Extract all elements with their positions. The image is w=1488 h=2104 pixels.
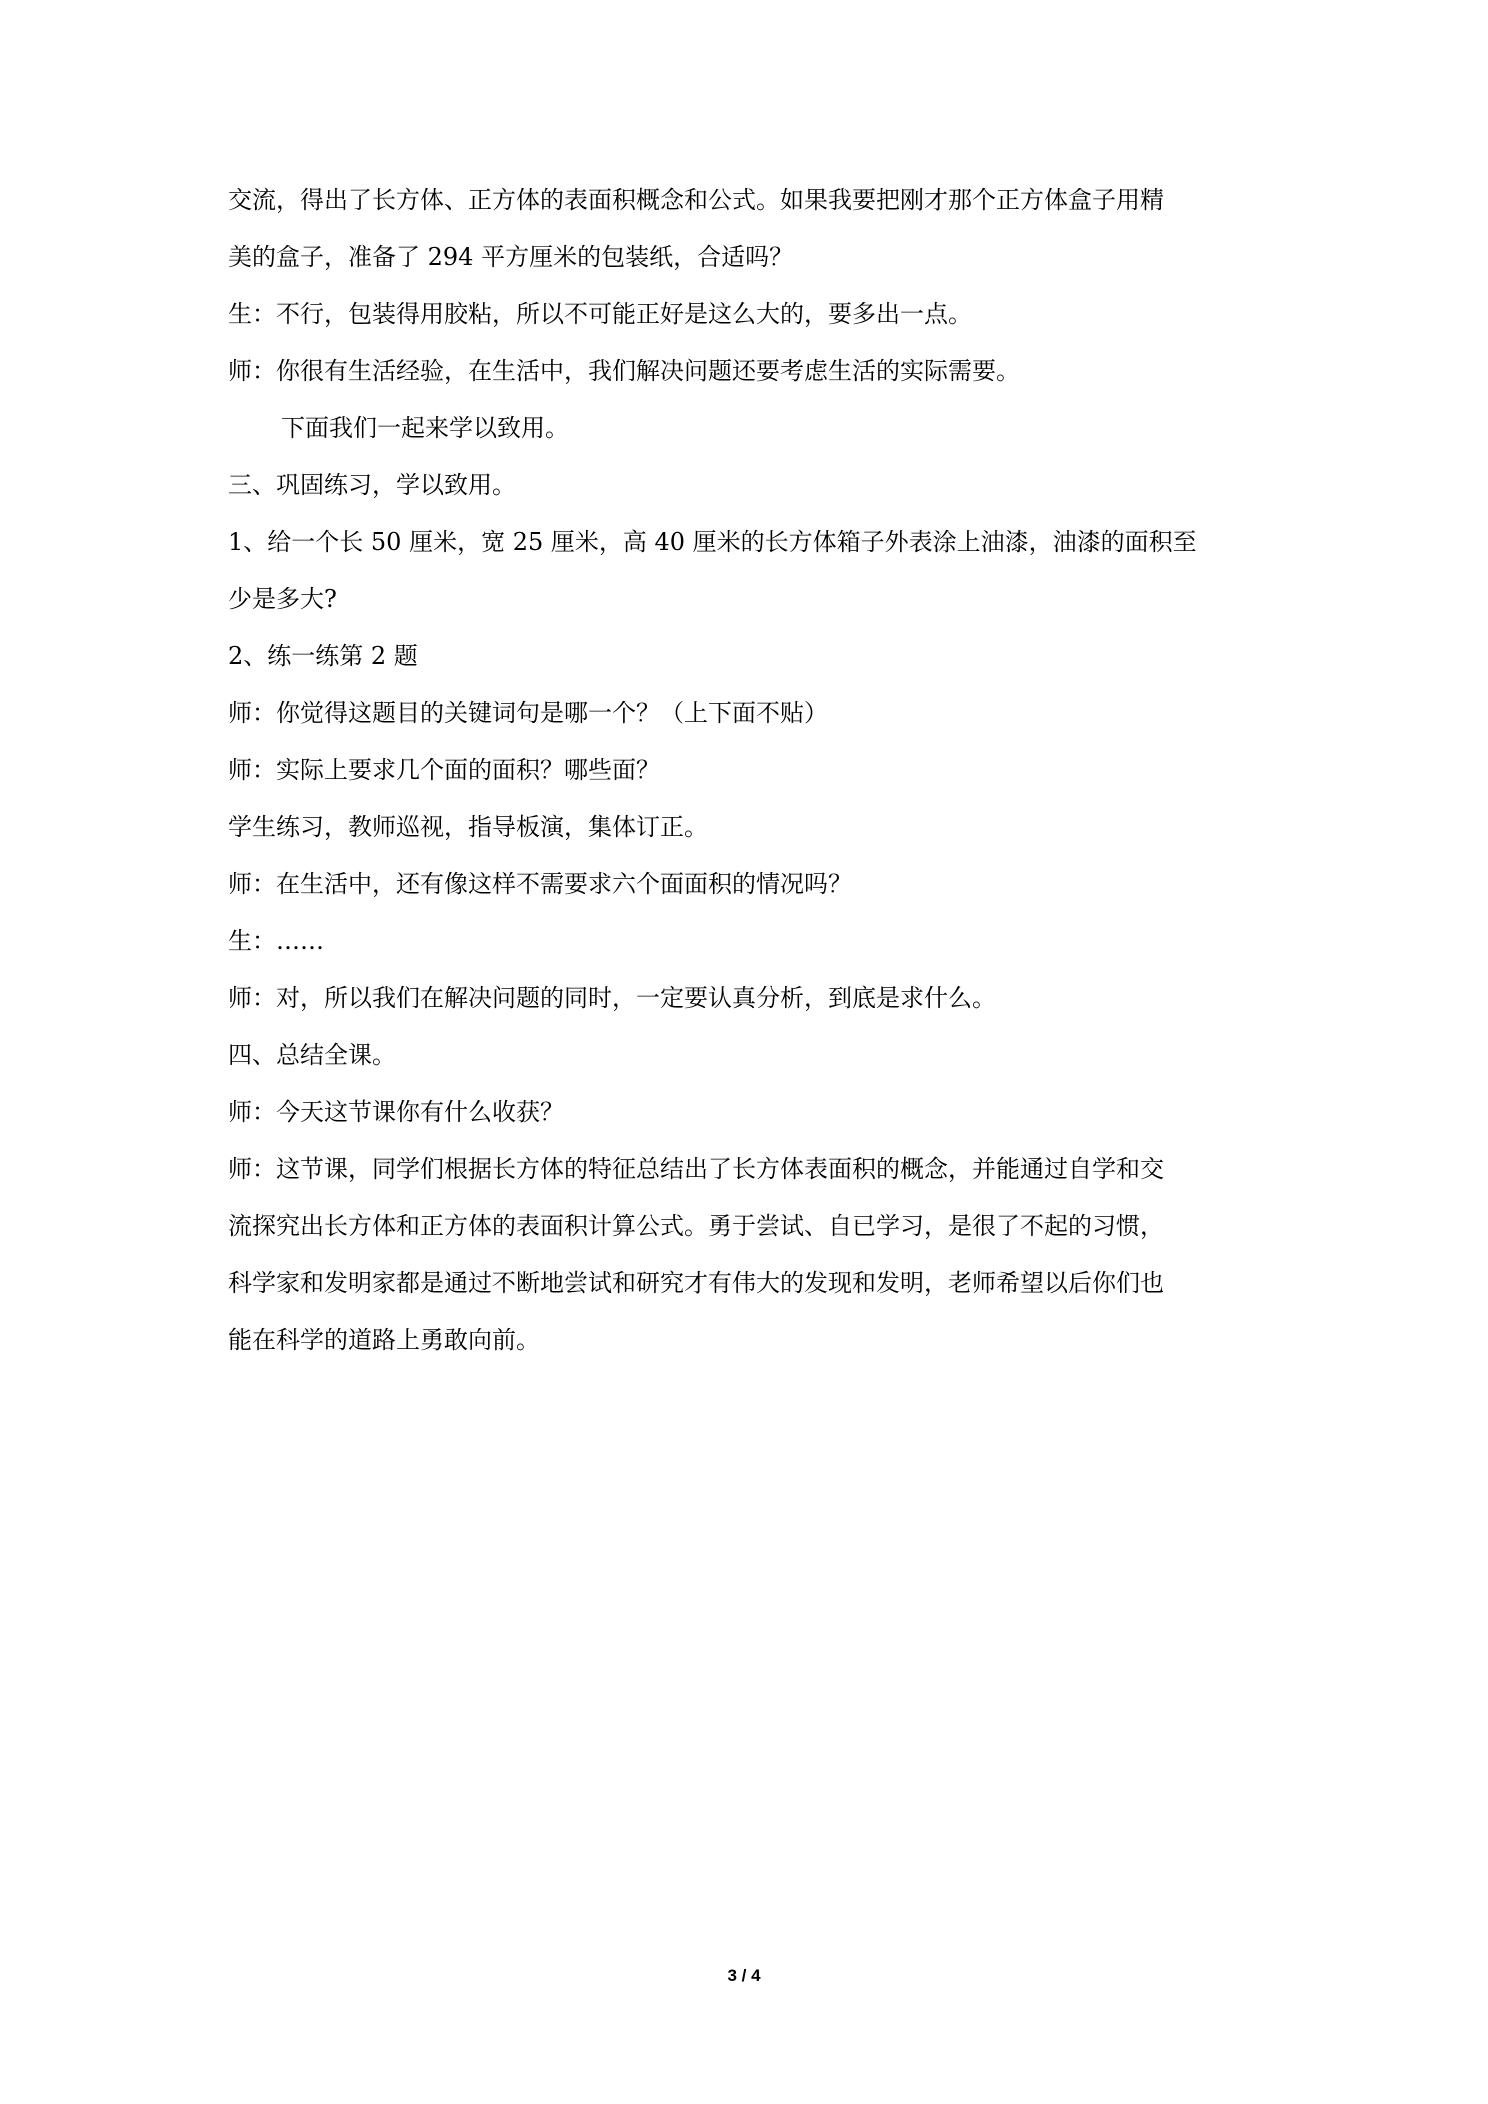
dialogue-line-student: 生：…… bbox=[228, 927, 324, 955]
dialogue-line-student: 生：不行，包装得用胶粘，所以不可能正好是这么大的，要多出一点。 bbox=[228, 300, 972, 328]
dialogue-line-teacher: 师：你很有生活经验，在生活中，我们解决问题还要考虑生活的实际需要。 bbox=[228, 357, 1020, 385]
paragraph-line: 学生练习，教师巡视，指导板演，集体订正。 bbox=[228, 813, 708, 841]
paragraph-line-indented: 下面我们一起来学以致用。 bbox=[281, 414, 569, 442]
section-heading: 三、巩固练习，学以致用。 bbox=[228, 471, 516, 499]
section-heading: 四、总结全课。 bbox=[228, 1041, 396, 1069]
paragraph-line: 交流，得出了长方体、正方体的表面积概念和公式。如果我要把刚才那个正方体盒子用精 bbox=[228, 186, 1164, 214]
dialogue-line-teacher: 师：实际上要求几个面的面积？哪些面？ bbox=[228, 756, 660, 784]
dialogue-line-teacher: 师：对，所以我们在解决问题的同时，一定要认真分析，到底是求什么。 bbox=[228, 984, 996, 1012]
paragraph-line: 科学家和发明家都是通过不断地尝试和研究才有伟大的发现和发明，老师希望以后你们也 bbox=[228, 1269, 1164, 1297]
page-number: 3 / 4 bbox=[727, 1966, 761, 1985]
dialogue-line-teacher: 师：你觉得这题目的关键词句是哪一个？（上下面不贴） bbox=[228, 699, 828, 727]
paragraph-line: 流探究出长方体和正方体的表面积计算公式。勇于尝试、自已学习，是很了不起的习惯， bbox=[228, 1212, 1164, 1240]
dialogue-line-teacher: 师：今天这节课你有什么收获？ bbox=[228, 1098, 564, 1126]
dialogue-line-teacher: 师：这节课，同学们根据长方体的特征总结出了长方体表面积的概念，并能通过自学和交 bbox=[228, 1155, 1164, 1183]
exercise-item: 1、给一个长 50 厘米，宽 25 厘米，高 40 厘米的长方体箱子外表涂上油漆，油漆的面积至 bbox=[228, 528, 1197, 556]
exercise-item: 2、练一练第 2 题 bbox=[228, 642, 418, 670]
document-body bbox=[228, 186, 1284, 1383]
paragraph-line: 美的盒子，准备了 294 平方厘米的包装纸，合适吗？ bbox=[228, 243, 794, 271]
dialogue-line-teacher: 师：在生活中，还有像这样不需要求六个面面积的情况吗？ bbox=[228, 870, 852, 898]
exercise-item-continued: 少是多大? bbox=[228, 585, 337, 613]
paragraph-line: 能在科学的道路上勇敢向前。 bbox=[228, 1326, 540, 1354]
